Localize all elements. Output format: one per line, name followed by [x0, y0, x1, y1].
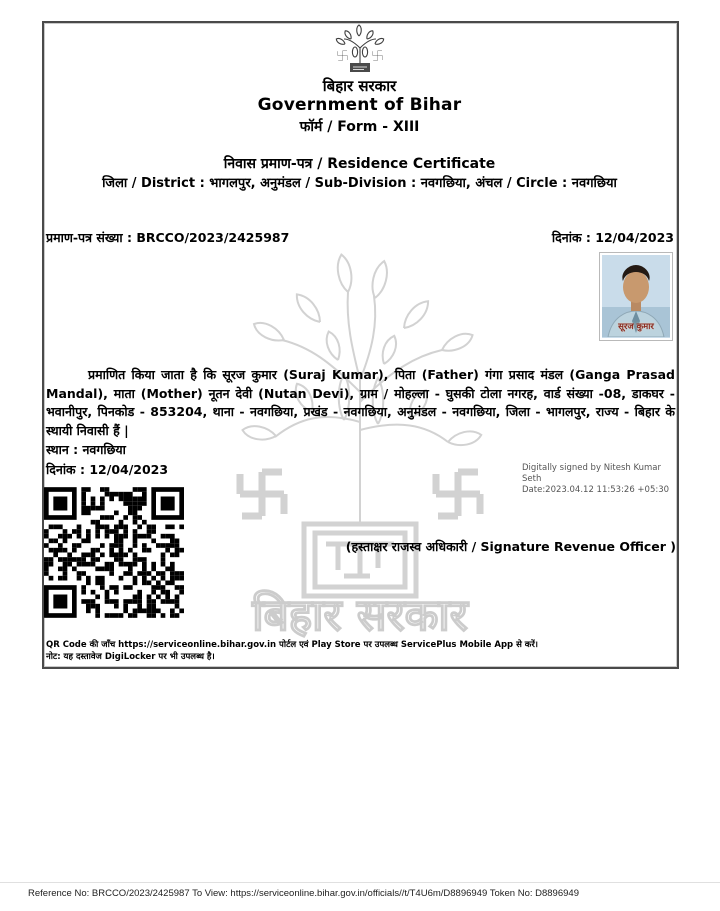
form-number-title: फॉर्म / Form - XIII — [299, 119, 420, 135]
verification-notes — [46, 640, 666, 663]
signature-revenue-officer-line: (हस्ताक्षर राजस्व अधिकारी / Signature Revenue Officer ) — [345, 539, 676, 554]
digital-signature-signer: Digitally signed by Nitesh Kumar Seth — [522, 463, 662, 484]
government-name-hindi: बिहार सरकार — [322, 77, 397, 95]
digital-signature-block — [522, 463, 682, 496]
issue-place: स्थान : नवगछिया — [46, 442, 126, 457]
bihar-emblem-logo-icon — [334, 24, 386, 76]
qr-verification-note: QR Code की जाँच https://serviceonline.bihar.gov.in पोर्टल एवं Play Store पर उपलब्ध ServicePlus Mobile App से करें। — [46, 640, 539, 650]
jurisdiction-line: जिला / District : भागलपुर, अनुमंडल / Sub-Division : नवगछिया, अंचल / Circle : नवगछिया — [102, 176, 617, 191]
digilocker-note: नोट: यह दस्तावेज DigiLocker पर भी उपलब्ध है। — [46, 651, 215, 662]
applicant-photo — [599, 252, 673, 341]
issue-date: दिनांक : 12/04/2023 — [46, 462, 169, 477]
footer-reference-line: Reference No: BRCCO/2023/2425987 To View: https://serviceonline.bihar.gov.in/officials//t/T4U6m/D8896949 Token No: D8896949 — [28, 888, 579, 899]
watermark-text: बिहार सरकार — [252, 590, 468, 641]
footer-divider — [0, 882, 720, 883]
certificate-number: प्रमाण-पत्र संख्या : BRCCO/2023/2425987 — [46, 230, 290, 245]
digital-signature-timestamp: Date:2023.04.12 11:53:26 +05:30 — [522, 485, 670, 495]
certificate-date: दिनांक : 12/04/2023 — [551, 230, 674, 245]
certificate-title: निवास प्रमाण-पत्र / Residence Certificate — [223, 156, 496, 172]
certificate-body-paragraph: प्रमाणित किया जाता है कि सूरज कुमार (Suraj Kumar), पिता (Father) गंगा प्रसाद मंडल (Ganga Prasad Mandal), माता (Mother) नूतन देवी (Nutan Devi), ग्राम / मोहल्ला - घुसकी टोला नगरह, वार्ड संख्या -08, डाकघर - भवानीपुर, पिनकोड - 853204, थाना - नवगछिया, प्रखंड - नवगछिया, अनुमंडल - नवगछिया, जिला - भागलपुर, राज्य - बिहार के स्थायी निवासी हैं | — [46, 367, 675, 438]
certificate-meta-row — [46, 229, 674, 246]
government-name-english: Government of Bihar — [257, 95, 462, 115]
photo-name-caption: सूरज कुमार — [618, 322, 654, 332]
